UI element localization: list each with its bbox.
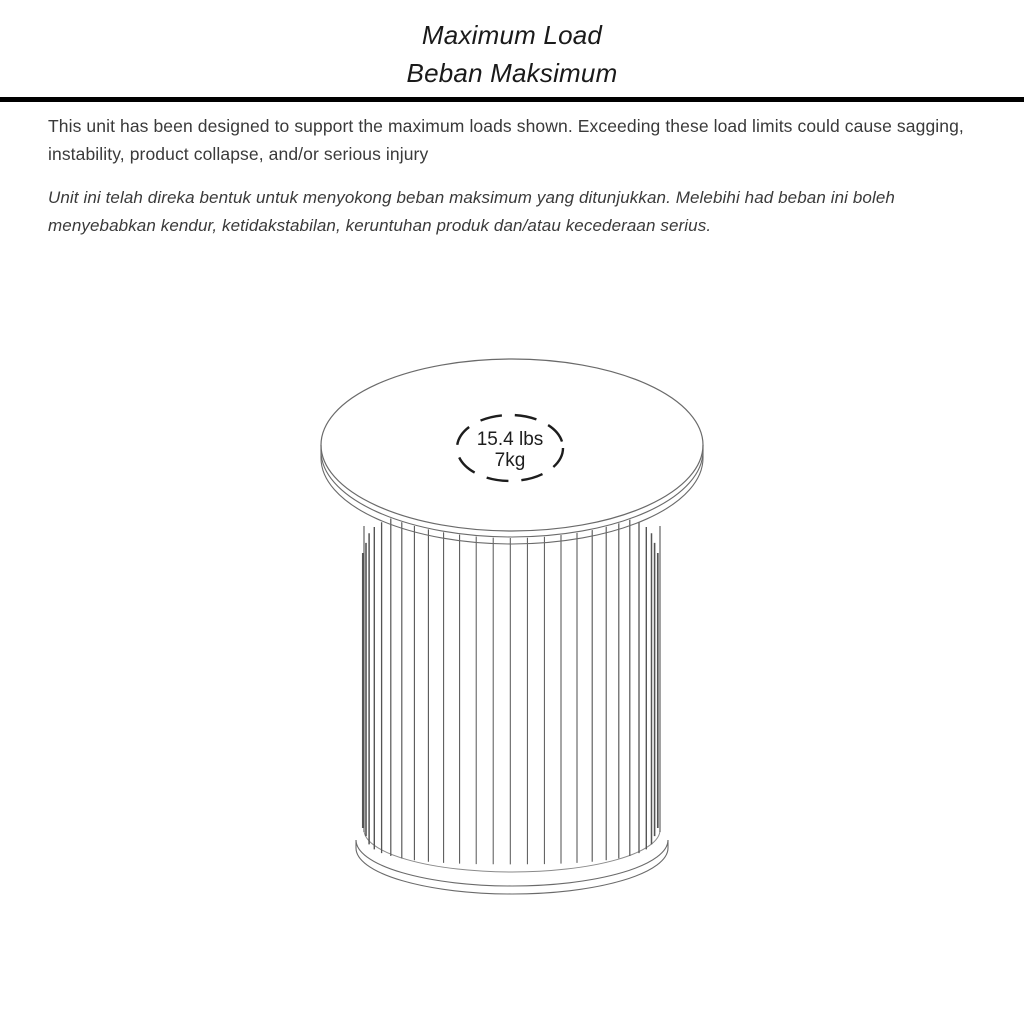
page-header	[0, 0, 1024, 92]
warning-text-english: This unit has been designed to support the maximum loads shown. Exceeding these load limits could cause sagging, instability, product collapse, and/or serious injury	[48, 116, 964, 164]
table-body-fill	[364, 535, 660, 882]
product-illustration	[0, 330, 1024, 930]
warning-text-malay: Unit ini telah direka bentuk untuk menyokong beban maksimum yang ditunjukkan. Melebihi had beban ini boleh menyebabkan kendur, ketidakstabilan, keruntuhan produk dan/atau kecederaan serius.	[48, 188, 895, 235]
header-divider	[0, 97, 1024, 102]
warning-copy	[48, 112, 1006, 240]
page-title-english: Maximum Load	[421, 20, 603, 50]
page-title-malay: Beban Maksimum	[406, 58, 618, 88]
side-table-line-drawing	[0, 330, 1024, 930]
load-value-imperial: 15.4 lbs	[476, 429, 544, 450]
load-value-metric: 7kg	[494, 450, 526, 471]
